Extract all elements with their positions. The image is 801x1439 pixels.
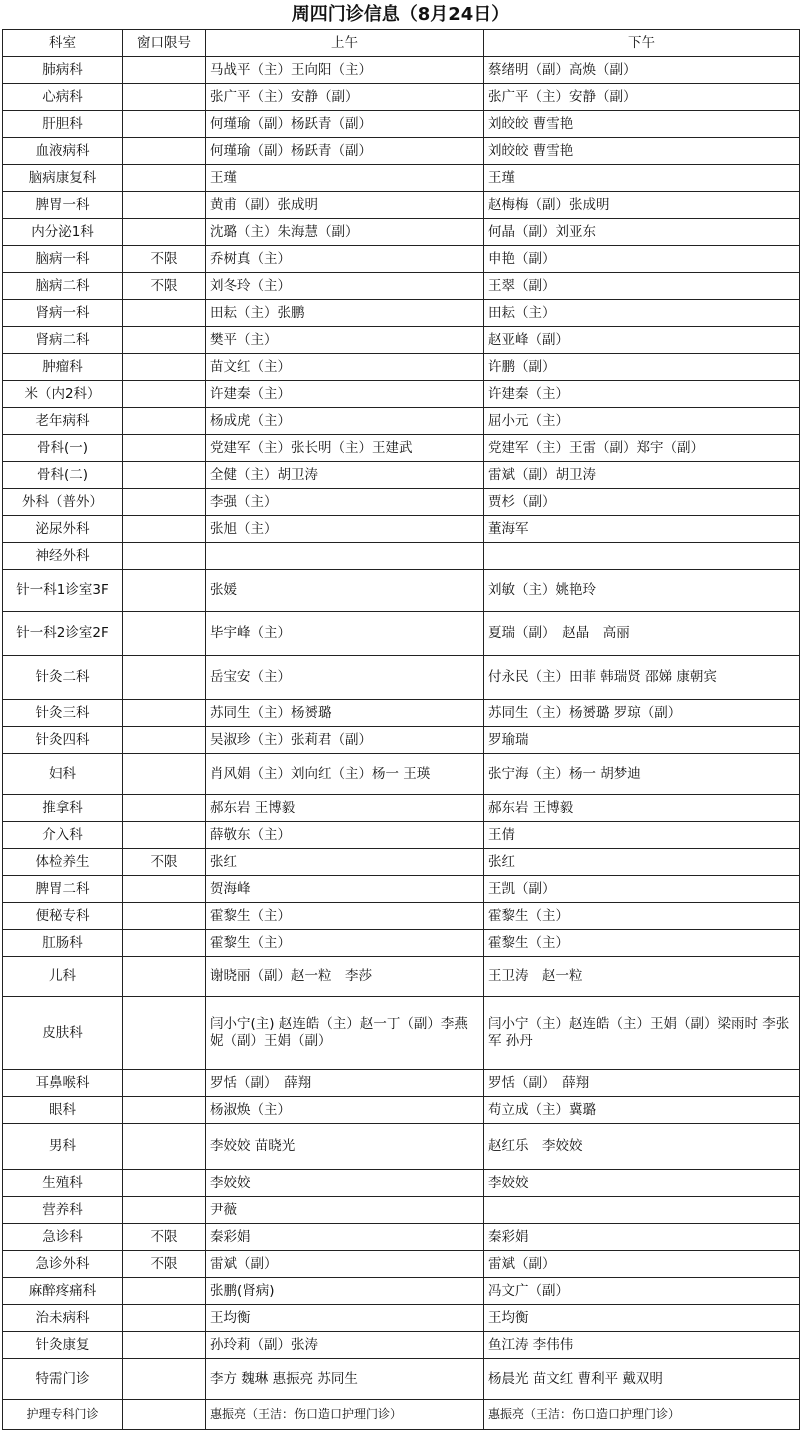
am-cell: 张鹏(肾病) (206, 1278, 484, 1305)
limit-cell (123, 656, 206, 700)
pm-cell: 许建秦（主） (484, 381, 800, 408)
am-cell: 霍黎生（主） (206, 930, 484, 957)
dept-cell: 儿科 (3, 957, 123, 997)
dept-cell: 眼科 (3, 1097, 123, 1124)
dept-cell: 便秘专科 (3, 903, 123, 930)
am-cell: 张红 (206, 849, 484, 876)
dept-cell: 针灸二科 (3, 656, 123, 700)
am-cell: 沈璐（主）朱海慧（副） (206, 219, 484, 246)
pm-cell: 赵梅梅（副）张成明 (484, 192, 800, 219)
pm-cell: 王瑾 (484, 165, 800, 192)
table-row (3, 1278, 800, 1305)
am-cell: 毕宇峰（主） (206, 612, 484, 656)
pm-cell: 申艳（副） (484, 246, 800, 273)
table-row (3, 408, 800, 435)
table-row (3, 354, 800, 381)
table-row (3, 997, 800, 1070)
dept-cell: 脑病二科 (3, 273, 123, 300)
pm-cell: 刘敏（主）姚艳玲 (484, 570, 800, 612)
limit-cell (123, 1359, 206, 1400)
page-title: 周四门诊信息（8月24日） (291, 4, 510, 25)
table-row (3, 876, 800, 903)
table-row (3, 57, 800, 84)
am-cell: 党建军（主）张长明（主）王建武 (206, 435, 484, 462)
header-limit: 窗口限号 (123, 30, 206, 57)
limit-cell (123, 795, 206, 822)
am-cell: 杨淑焕（主） (206, 1097, 484, 1124)
pm-cell: 蔡绪明（副）高焕（副） (484, 57, 800, 84)
pm-cell: 苏同生（主）杨赟璐 罗琼（副） (484, 700, 800, 727)
dept-cell: 营养科 (3, 1197, 123, 1224)
dept-cell: 针一科2诊室2F (3, 612, 123, 656)
limit-cell (123, 354, 206, 381)
header-pm: 下午 (484, 30, 800, 57)
dept-cell: 针灸康复 (3, 1332, 123, 1359)
dept-cell: 针灸三科 (3, 700, 123, 727)
dept-cell: 妇科 (3, 754, 123, 795)
dept-cell: 肾病一科 (3, 300, 123, 327)
table-row (3, 957, 800, 997)
am-cell: 张旭（主） (206, 516, 484, 543)
limit-cell: 不限 (123, 1251, 206, 1278)
am-cell: 岳宝安（主） (206, 656, 484, 700)
dept-cell: 皮肤科 (3, 997, 123, 1070)
pm-cell: 田耘（主） (484, 300, 800, 327)
limit-cell (123, 1170, 206, 1197)
pm-cell: 董海军 (484, 516, 800, 543)
pm-cell: 雷斌（副） (484, 1251, 800, 1278)
pm-cell: 何晶（副）刘亚东 (484, 219, 800, 246)
limit-cell (123, 57, 206, 84)
pm-cell: 罗瑜瑞 (484, 727, 800, 754)
table-row (3, 1224, 800, 1251)
dept-cell: 急诊外科 (3, 1251, 123, 1278)
table-row (3, 1124, 800, 1170)
limit-cell (123, 462, 206, 489)
pm-cell: 冯文广（副） (484, 1278, 800, 1305)
table-row (3, 489, 800, 516)
table-row (3, 246, 800, 273)
am-cell: 惠振亮（王洁：伤口造口护理门诊） (206, 1400, 484, 1430)
table-row (3, 570, 800, 612)
pm-cell: 许鹏（副） (484, 354, 800, 381)
pm-cell: 刘皎皎 曹雪艳 (484, 111, 800, 138)
am-cell: 何瑾瑜（副）杨跃青（副） (206, 138, 484, 165)
limit-cell (123, 1197, 206, 1224)
limit-cell (123, 612, 206, 656)
table-row (3, 1251, 800, 1278)
pm-cell: 秦彩娟 (484, 1224, 800, 1251)
pm-cell: 赵亚峰（副） (484, 327, 800, 354)
pm-cell: 王翠（副） (484, 273, 800, 300)
am-cell: 刘冬玲（主） (206, 273, 484, 300)
am-cell: 肖风娟（主）刘向红（主）杨一 王瑛 (206, 754, 484, 795)
table-row (3, 1332, 800, 1359)
table-body (3, 57, 800, 1430)
am-cell: 马战平（主）王向阳（主） (206, 57, 484, 84)
pm-cell: 鱼江涛 李伟伟 (484, 1332, 800, 1359)
pm-cell: 党建军（主）王雷（副）郑宇（副） (484, 435, 800, 462)
dept-cell: 骨科(一) (3, 435, 123, 462)
am-cell: 李方 魏琳 惠振亮 苏同生 (206, 1359, 484, 1400)
am-cell: 谢晓丽（副）赵一粒 李莎 (206, 957, 484, 997)
dept-cell: 米（内2科） (3, 381, 123, 408)
dept-cell: 脾胃二科 (3, 876, 123, 903)
am-cell: 王均衡 (206, 1305, 484, 1332)
limit-cell (123, 219, 206, 246)
table-row (3, 1097, 800, 1124)
pm-cell: 李姣姣 (484, 1170, 800, 1197)
limit-cell (123, 1400, 206, 1430)
limit-cell (123, 957, 206, 997)
table-row (3, 327, 800, 354)
table-row (3, 1170, 800, 1197)
dept-cell: 外科（普外） (3, 489, 123, 516)
pm-cell: 赵红乐 李姣姣 (484, 1124, 800, 1170)
limit-cell (123, 1124, 206, 1170)
table-row (3, 462, 800, 489)
limit-cell (123, 754, 206, 795)
limit-cell (123, 570, 206, 612)
table-row (3, 219, 800, 246)
am-cell: 田耘（主）张鹏 (206, 300, 484, 327)
am-cell: 李姣姣 (206, 1170, 484, 1197)
table-row (3, 700, 800, 727)
pm-cell: 张宁海（主）杨一 胡梦迪 (484, 754, 800, 795)
limit-cell: 不限 (123, 246, 206, 273)
pm-cell: 郝东岩 王博毅 (484, 795, 800, 822)
pm-cell: 杨晨光 苗文红 曹利平 戴双明 (484, 1359, 800, 1400)
table-row (3, 273, 800, 300)
limit-cell (123, 435, 206, 462)
limit-cell (123, 111, 206, 138)
limit-cell (123, 543, 206, 570)
dept-cell: 脑病康复科 (3, 165, 123, 192)
table-row (3, 754, 800, 795)
limit-cell (123, 300, 206, 327)
table-row (3, 516, 800, 543)
table-row (3, 1400, 800, 1430)
am-cell: 苗文红（主） (206, 354, 484, 381)
pm-cell: 付永民（主）田菲 韩瑞贤 邵娣 康朝宾 (484, 656, 800, 700)
dept-cell: 脾胃一科 (3, 192, 123, 219)
am-cell: 张广平（主）安静（副） (206, 84, 484, 111)
pm-cell: 罗恬（副） 薛翔 (484, 1070, 800, 1097)
limit-cell (123, 822, 206, 849)
table-row (3, 300, 800, 327)
dept-cell: 麻醉疼痛科 (3, 1278, 123, 1305)
limit-cell (123, 876, 206, 903)
limit-cell (123, 1305, 206, 1332)
limit-cell (123, 700, 206, 727)
am-cell: 罗恬（副） 薛翔 (206, 1070, 484, 1097)
header-dept: 科室 (3, 30, 123, 57)
table-row (3, 1197, 800, 1224)
dept-cell: 急诊科 (3, 1224, 123, 1251)
dept-cell: 肿瘤科 (3, 354, 123, 381)
limit-cell (123, 903, 206, 930)
am-cell: 樊平（主） (206, 327, 484, 354)
pm-cell: 王均衡 (484, 1305, 800, 1332)
dept-cell: 耳鼻喉科 (3, 1070, 123, 1097)
table-row (3, 138, 800, 165)
dept-cell: 泌尿外科 (3, 516, 123, 543)
pm-cell: 闫小宁（主）赵连皓（主）王娟（副）梁雨时 李张军 孙丹 (484, 997, 800, 1070)
dept-cell: 神经外科 (3, 543, 123, 570)
pm-cell: 屈小元（主） (484, 408, 800, 435)
table-row (3, 192, 800, 219)
table-row (3, 930, 800, 957)
am-cell: 王瑾 (206, 165, 484, 192)
am-cell: 苏同生（主）杨赟璐 (206, 700, 484, 727)
pm-cell: 刘皎皎 曹雪艳 (484, 138, 800, 165)
am-cell: 许建秦（主） (206, 381, 484, 408)
am-cell: 郝东岩 王博毅 (206, 795, 484, 822)
clinic-schedule-table (2, 29, 800, 1430)
dept-cell: 脑病一科 (3, 246, 123, 273)
dept-cell: 针灸四科 (3, 727, 123, 754)
table-row (3, 543, 800, 570)
limit-cell (123, 1332, 206, 1359)
dept-cell: 肝胆科 (3, 111, 123, 138)
limit-cell (123, 930, 206, 957)
header-row (3, 30, 800, 57)
dept-cell: 生殖科 (3, 1170, 123, 1197)
am-cell (206, 543, 484, 570)
pm-cell: 苟立成（主）冀璐 (484, 1097, 800, 1124)
limit-cell: 不限 (123, 849, 206, 876)
dept-cell: 肾病二科 (3, 327, 123, 354)
dept-cell: 男科 (3, 1124, 123, 1170)
table-row (3, 903, 800, 930)
limit-cell (123, 1070, 206, 1097)
table-row (3, 822, 800, 849)
table-row (3, 111, 800, 138)
dept-cell: 心病科 (3, 84, 123, 111)
limit-cell (123, 516, 206, 543)
dept-cell: 内分泌1科 (3, 219, 123, 246)
dept-cell: 老年病科 (3, 408, 123, 435)
pm-cell: 张广平（主）安静（副） (484, 84, 800, 111)
table-row (3, 612, 800, 656)
table-row (3, 1070, 800, 1097)
table-row (3, 795, 800, 822)
limit-cell (123, 327, 206, 354)
am-cell: 闫小宁(主) 赵连皓（主）赵一丁（副）李燕妮（副）王娟（副） (206, 997, 484, 1070)
limit-cell (123, 1097, 206, 1124)
limit-cell: 不限 (123, 273, 206, 300)
table-row (3, 435, 800, 462)
limit-cell (123, 997, 206, 1070)
limit-cell (123, 727, 206, 754)
limit-cell (123, 84, 206, 111)
dept-cell: 护理专科门诊 (3, 1400, 123, 1430)
table-row (3, 165, 800, 192)
am-cell: 张媛 (206, 570, 484, 612)
am-cell: 黄甫（副）张成明 (206, 192, 484, 219)
dept-cell: 治未病科 (3, 1305, 123, 1332)
pm-cell: 霍黎生（主） (484, 903, 800, 930)
am-cell: 贺海峰 (206, 876, 484, 903)
dept-cell: 推拿科 (3, 795, 123, 822)
dept-cell: 针一科1诊室3F (3, 570, 123, 612)
am-cell: 薛敬东（主） (206, 822, 484, 849)
table-row (3, 1305, 800, 1332)
pm-cell: 王倩 (484, 822, 800, 849)
table-row (3, 381, 800, 408)
am-cell: 何瑾瑜（副）杨跃青（副） (206, 111, 484, 138)
limit-cell (123, 1278, 206, 1305)
dept-cell: 特需门诊 (3, 1359, 123, 1400)
am-cell: 秦彩娟 (206, 1224, 484, 1251)
table-row (3, 849, 800, 876)
table-row (3, 1359, 800, 1400)
pm-cell: 张红 (484, 849, 800, 876)
pm-cell: 夏瑞（副） 赵晶 高丽 (484, 612, 800, 656)
table-row (3, 656, 800, 700)
table-row (3, 84, 800, 111)
am-cell: 孙玲莉（副）张涛 (206, 1332, 484, 1359)
pm-cell: 雷斌（副）胡卫涛 (484, 462, 800, 489)
dept-cell: 肛肠科 (3, 930, 123, 957)
am-cell: 杨成虎（主） (206, 408, 484, 435)
am-cell: 全健（主）胡卫涛 (206, 462, 484, 489)
limit-cell (123, 165, 206, 192)
pm-cell (484, 543, 800, 570)
am-cell: 乔树真（主） (206, 246, 484, 273)
am-cell: 尹薇 (206, 1197, 484, 1224)
am-cell: 吴淑珍（主）张莉君（副） (206, 727, 484, 754)
am-cell: 李姣姣 苗晓光 (206, 1124, 484, 1170)
pm-cell (484, 1197, 800, 1224)
dept-cell: 骨科(二) (3, 462, 123, 489)
dept-cell: 血液病科 (3, 138, 123, 165)
limit-cell (123, 489, 206, 516)
am-cell: 李强（主） (206, 489, 484, 516)
header-am: 上午 (206, 30, 484, 57)
limit-cell (123, 381, 206, 408)
dept-cell: 体检养生 (3, 849, 123, 876)
limit-cell (123, 408, 206, 435)
pm-cell: 王卫涛 赵一粒 (484, 957, 800, 997)
pm-cell: 霍黎生（主） (484, 930, 800, 957)
am-cell: 雷斌（副） (206, 1251, 484, 1278)
am-cell: 霍黎生（主） (206, 903, 484, 930)
pm-cell: 贾杉（副） (484, 489, 800, 516)
pm-cell: 王凯（副） (484, 876, 800, 903)
dept-cell: 肺病科 (3, 57, 123, 84)
table-row (3, 727, 800, 754)
dept-cell: 介入科 (3, 822, 123, 849)
pm-cell: 惠振亮（王洁：伤口造口护理门诊） (484, 1400, 800, 1430)
limit-cell: 不限 (123, 1224, 206, 1251)
limit-cell (123, 192, 206, 219)
limit-cell (123, 138, 206, 165)
